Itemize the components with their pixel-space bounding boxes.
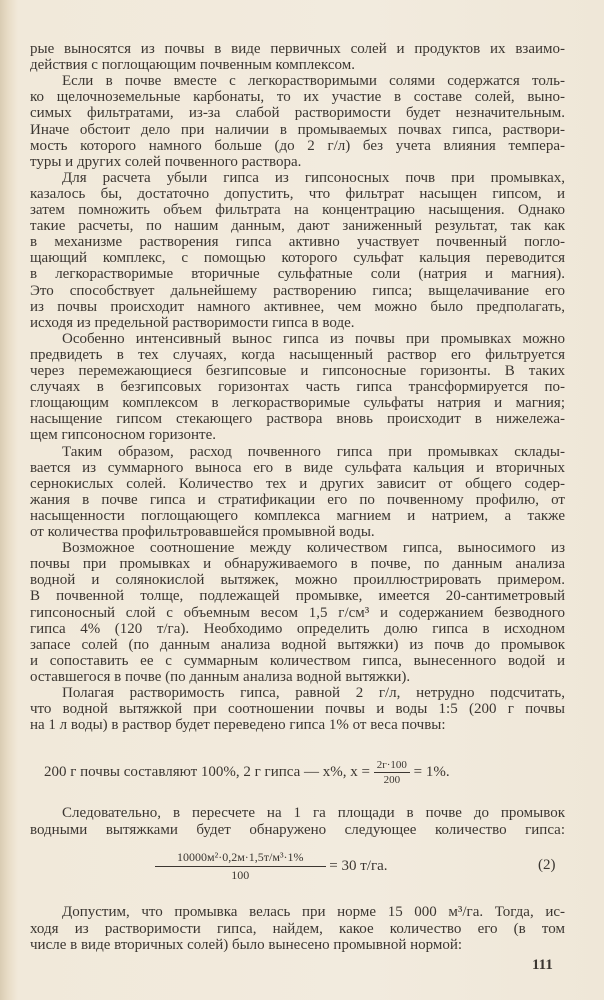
text-line: щающий комплекс, с помощью которого сульфат кальция переводится (30, 250, 565, 267)
formula-1-denominator: 200 (383, 774, 401, 786)
text-line: жания в почве гипса и стратификации его по почвенному профилю, от (30, 491, 565, 508)
text-line: Особенно интенсивный вынос гипса из почвы при промывках можно (62, 330, 565, 347)
text-line: гипсоносный слой с объемным весом 1,5 г/см³ и содержанием безводного (30, 604, 565, 621)
text-line: Иначе обстоит дело при наличии в промываемых почвах гипса, раствори- (30, 121, 565, 138)
text-line: предвидеть в тех случаях, когда насыщенный раствор его фильтруется (30, 346, 565, 363)
formula-1-fraction (374, 759, 410, 786)
formula-1 (44, 759, 450, 786)
text-line: В почвенной толще, подлежащей промывке, имеется 20-сантиметровый (30, 588, 565, 605)
formula-1-numerator: 2г·100 (374, 759, 410, 773)
text-line: ходя из растворимости гипса, найдем, какое количество его (в том (30, 920, 565, 937)
text-line: водными вытяжками будет обнаружено следующее количество гипса: (30, 821, 565, 838)
text-line: случаях в безгипсовых горизонтах часть гипса трансформируется по- (30, 379, 565, 396)
text-line: Это способствует дальнейшему растворению гипса; выщелачивание его (30, 282, 565, 299)
text-line: вается из суммарного выноса его в виде сульфата кальция и вторичных (30, 459, 565, 476)
text-line: туры и других солей почвенного раствора. (30, 153, 302, 170)
text-line: на 1 л воды) в раствор будет переведено гипса 1% от веса почвы: (30, 717, 446, 734)
text-line: Если в почве вместе с легкорастворимыми солями содержатся толь- (62, 73, 565, 90)
text-line: Возможное соотношение между количеством гипса, выносимого из (62, 540, 565, 557)
text-line: Следовательно, в пересчете на 1 га площади в почве до промывок (62, 805, 565, 821)
text-line: и сопоставить ее с суммарным количеством гипса, вынесенного водой и (30, 652, 565, 669)
formula-1-text: 200 г почвы составляют 100%, 2 г гипса — x%, x = (44, 763, 370, 780)
text-line: исходя из предельной растворимости гипса в воде. (30, 314, 355, 331)
equation-number: (2) (538, 857, 556, 873)
formula-2-denominator: 100 (231, 868, 250, 882)
text-line: оставшегося в почве (по данным анализа водной вытяжки). (30, 668, 411, 685)
text-line: казалось бы, достаточно допустить, что фильтрат насыщен гипсом, и (30, 185, 565, 202)
text-line: рые выносятся из почвы в виде первичных солей и продуктов их взаимо- (30, 41, 565, 57)
text-line: насыщенности поглощающего комплекса магнием и натрием, а также (30, 507, 565, 524)
text-line: через перемежающиеся безгипсовые и гипсоносные горизонты. В таких (30, 363, 565, 379)
text-line: гипса 4% (120 т/га). Необходимо определить долю гипса в исходном (30, 620, 565, 637)
text-line: из почвы происходит намного активнее, чем можно было предполагать, (30, 298, 565, 315)
formula-2-fraction (155, 850, 326, 883)
text-line: числе в виде вторичных солей) было вынесено промывной нормой: (30, 937, 463, 953)
text-line: водной и солянокислой вытяжек, можно проиллюстрировать примером. (30, 572, 565, 589)
text-line: Допустим, что промывка велась при норме 15 000 м³/га. Тогда, ис- (62, 904, 565, 920)
formula-2 (155, 850, 388, 883)
text-line: насыщение гипсом стекающего раствора вновь происходит в нижележа- (30, 411, 565, 428)
text-line: Полагая растворимость гипса, равной 2 г/л, нетрудно подсчитать, (62, 685, 565, 701)
page-number: 111 (532, 957, 553, 973)
text-line: сернокислых солей. Количество тех и других зависит от общего содер- (30, 475, 565, 492)
text-line: симых фильтратами, из-за слабой растворимости будет незначительным. (30, 105, 565, 122)
formula-2-numerator: 10000м²·0,2м·1,5т/м³·1% (155, 850, 326, 867)
text-line: в механизме растворения гипса активно участвует почвенный погло- (30, 234, 565, 251)
text-line: Для расчета убыли гипса из гипсоносных почв при промывках, (62, 169, 565, 186)
text-line: затем помножить объем фильтрата на концентрацию насыщения. Однако (30, 202, 565, 218)
formula-2-result: = 30 т/га. (329, 857, 388, 874)
text-line: щем гипсоносном горизонте. (30, 427, 216, 444)
text-line: действия с поглощающим почвенным комплексом. (30, 57, 355, 74)
text-line: мость которого намного больше (до 2 г/л) без учета влияния темпера- (30, 137, 565, 154)
text-line: глощающим комплексом в легкорастворимые сульфаты натрия и магния; (30, 395, 565, 412)
formula-1-result: = 1%. (413, 763, 450, 780)
text-line: Таким образом, расход почвенного гипса при промывках склады- (62, 443, 565, 460)
text-line: от количества профильтровавшейся промывной воды. (30, 524, 375, 540)
text-line: ко щелочноземельные карбонаты, то их участие в составе солей, выно- (30, 89, 565, 106)
text-line: почвы при промывках и обнаруживаемого в почве, по данным анализа (30, 556, 565, 573)
text-line: что водной вытяжкой при соотношении почвы и воды 1:5 (200 г почвы (30, 701, 565, 718)
text-line: в легкорастворимые вторичные сульфатные соли (натрия и магния). (30, 266, 565, 283)
text-line: такие расчеты, по нашим данным, дают заниженный результат, так как (30, 218, 565, 235)
text-line: запасе солей (по данным анализа водной вытяжки) из почв до промывок (30, 636, 565, 653)
